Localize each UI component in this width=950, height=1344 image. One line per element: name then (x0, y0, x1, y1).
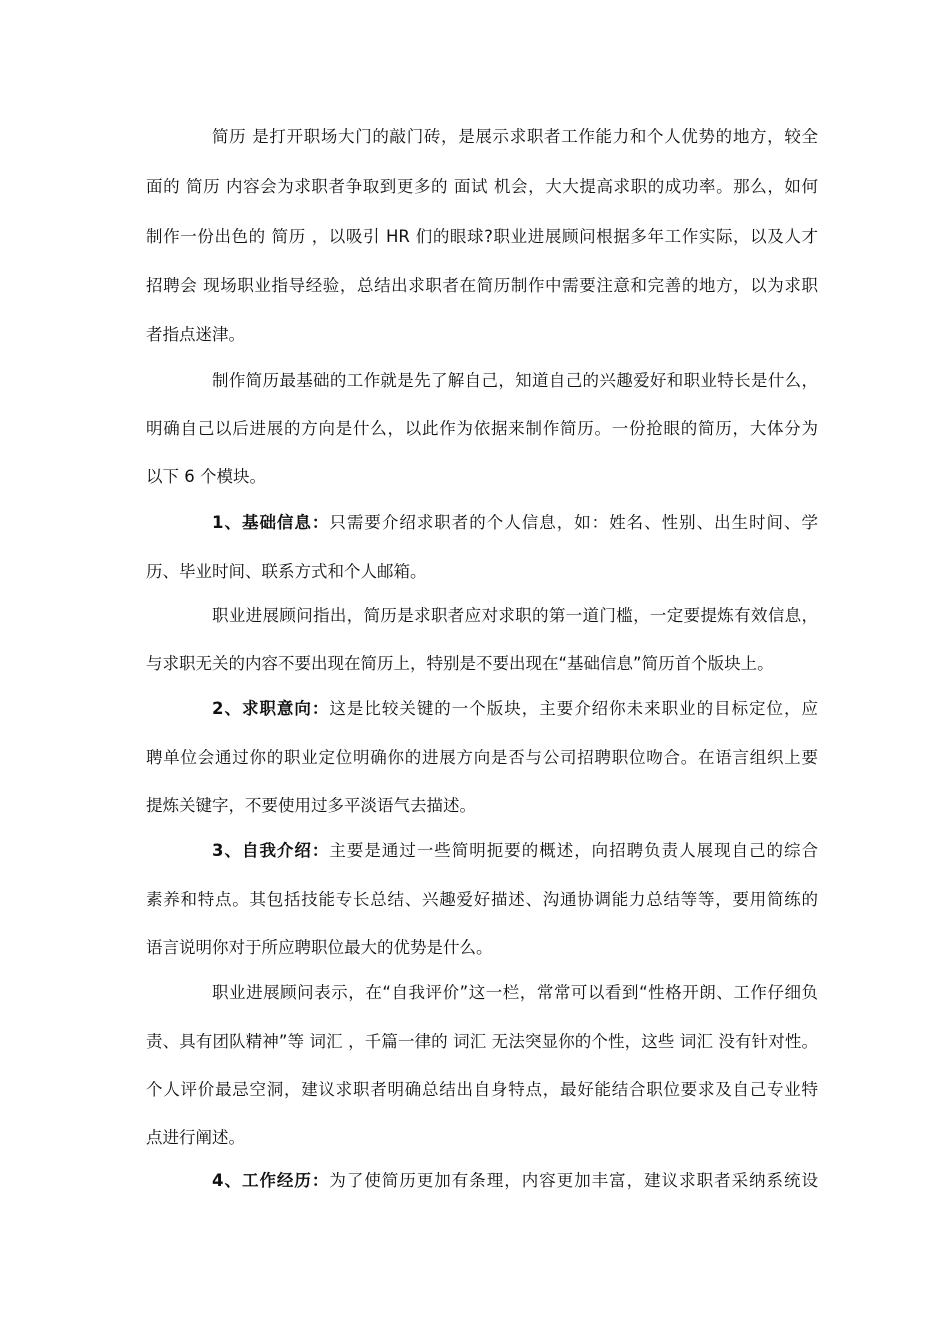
text-line: 招聘会 现场职业指导经验，总结出求职者在简历制作中需要注意和完善的地方，以为求职 (146, 276, 818, 295)
text-line: 个人评价最忌空洞，建议求职者明确总结出自身特点，最好能结合职位要求及自己专业特 (146, 1080, 818, 1099)
section-line (212, 512, 818, 534)
section-heading: 2、求职意向： (212, 699, 330, 718)
section-text: 主要是通过一些简明扼要的概述，向招聘负责人展现自己的综合 (329, 841, 818, 860)
text-line: 与求职无关的内容不要出现在简历上，特别是不要出现在“基础信息”简历首个版块上。 (146, 654, 774, 673)
section-text: 为了使简历更加有条理，内容更加丰富，建议求职者采纳系统设 (329, 1171, 818, 1190)
text-line: 素养和特点。其包括技能专长总结、兴趣爱好描述、沟通协调能力总结等等，要用简练的 (146, 890, 818, 909)
text-line: 简历 是打开职场大门的敲门砖，是展示求职者工作能力和个人优势的地方，较全 (212, 127, 818, 146)
text-line: 面的 简历 内容会为求职者争取到更多的 面试 机会，大大提高求职的成功率。那么，如何 (146, 177, 818, 196)
section-heading: 1、基础信息： (212, 513, 330, 532)
section-text: 只需要介绍求职者的个人信息，如：姓名、性别、出生时间、学 (329, 513, 818, 532)
section-heading: 3、自我介绍： (212, 841, 330, 860)
text-line: 提炼关键字，不要使用过多平淡语气去描述。 (146, 796, 476, 815)
text-line: 者指点迷津。 (146, 325, 245, 344)
section-line (212, 1170, 818, 1192)
text-line: 责、具有团队精神”等 词汇 ，千篇一律的 词汇 无法突显你的个性，这些 词汇 没有针对性。 (146, 1032, 818, 1051)
section-text: 这是比较关键的一个版块，主要介绍你未来职业的目标定位，应 (329, 699, 818, 718)
text-line: 制作一份出色的 简历 ，以吸引 HR 们的眼球?职业进展顾问根据多年工作实际，以及人才 (146, 227, 818, 246)
text-line: 语言说明你对于所应聘职位最大的优势是什么。 (146, 938, 493, 957)
text-line: 制作简历最基础的工作就是先了解自己，知道自己的兴趣爱好和职业特长是什么， (212, 371, 818, 390)
section-heading: 4、工作经历： (212, 1171, 330, 1190)
section-line (212, 698, 818, 720)
text-line: 职业进展顾问指出，简历是求职者应对求职的第一道门槛，一定要提炼有效信息， (212, 606, 818, 625)
text-line: 以下 6 个模块。 (146, 467, 266, 486)
text-line: 历、毕业时间、联系方式和个人邮箱。 (146, 562, 427, 581)
text-line: 职业进展顾问表示，在“自我评价”这一栏，常常可以看到“性格开朗、工作仔细负 (212, 983, 818, 1002)
section-line (212, 840, 818, 862)
text-line: 明确自己以后进展的方向是什么，以此作为依据来制作简历。一份抢眼的简历，大体分为 (146, 419, 818, 438)
text-line: 聘单位会通过你的职业定位明确你的进展方向是否与公司招聘职位吻合。在语言组织上要 (146, 748, 818, 767)
text-line: 点进行阐述。 (146, 1128, 245, 1147)
